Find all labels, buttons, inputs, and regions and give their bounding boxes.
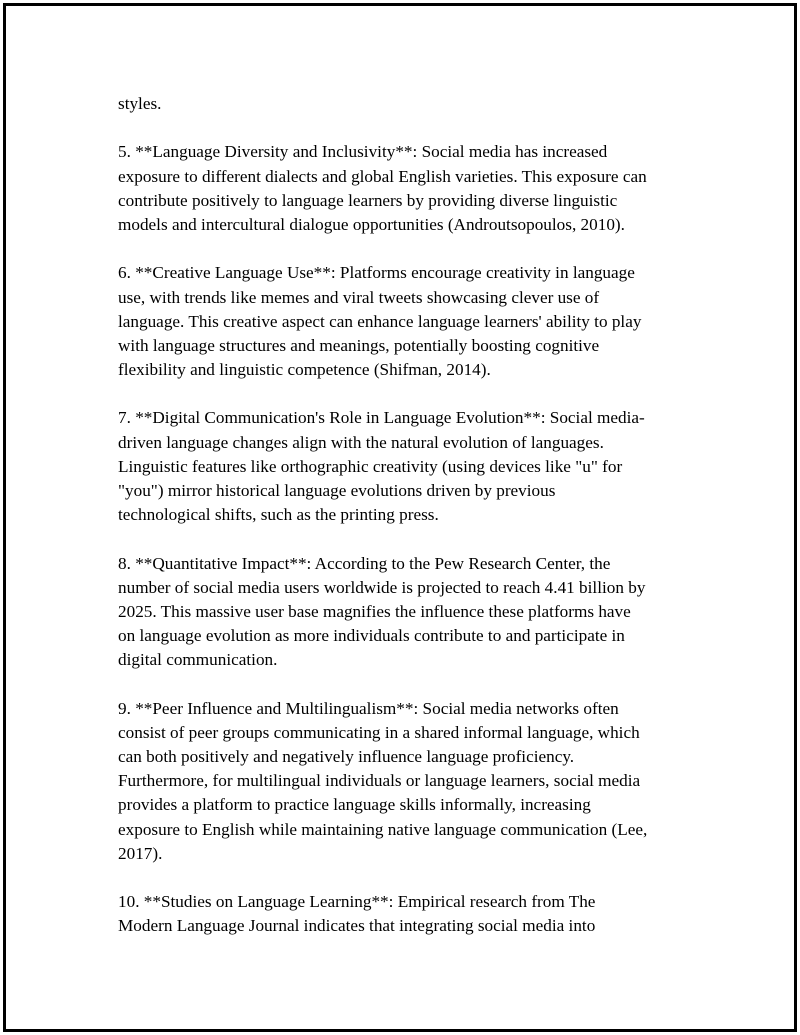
text-line: "you") mirror historical language evolutions driven by previous: [118, 481, 556, 500]
text-line: 10. **Studies on Language Learning**: Empirical research from The: [118, 892, 596, 912]
paragraph-item-9: [118, 697, 698, 866]
text-line: 2017).: [118, 843, 163, 863]
text-line: Furthermore, for multilingual individuals or language learners, social media: [118, 771, 641, 791]
text-line: styles.: [118, 94, 162, 113]
text-line: driven language changes align with the natural evolution of languages.: [118, 432, 604, 452]
paragraph-item-5: [118, 140, 698, 237]
paragraph-continuation: [118, 92, 698, 116]
text-line: models and intercultural dialogue opportunities (Androutsopoulos, 2010).: [118, 214, 625, 234]
text-line: digital communication.: [118, 650, 278, 670]
text-line: 6. **Creative Language Use**: Platforms encourage creativity in language: [118, 263, 635, 283]
text-line: exposure to English while maintaining native language communication (Lee,: [118, 819, 648, 839]
text-line: Linguistic features like orthographic creativity (using devices like "u" for: [118, 456, 623, 476]
text-line: 5. **Language Diversity and Inclusivity**: Social media has increased: [118, 142, 608, 162]
text-line: on language evolution as more individuals contribute to and participate in: [118, 626, 625, 646]
text-line: with language structures and meanings, potentially boosting cognitive: [118, 335, 600, 355]
text-line: language. This creative aspect can enhance language learners' ability to play: [118, 311, 642, 331]
text-line: exposure to different dialects and global English varieties. This exposure can: [118, 166, 647, 186]
text-line: can both positively and negatively influence language proficiency.: [118, 747, 575, 767]
paragraph-item-7: [118, 406, 698, 527]
text-line: 7. **Digital Communication's Role in Language Evolution**: Social media-: [118, 408, 645, 428]
text-line: provides a platform to practice language skills informally, increasing: [118, 795, 591, 815]
paragraph-item-10: [118, 890, 698, 938]
text-line: Modern Language Journal indicates that integrating social media into: [118, 916, 596, 936]
text-line: contribute positively to language learners by providing diverse linguistic: [118, 190, 618, 210]
paragraph-item-6: [118, 261, 698, 382]
text-line: flexibility and linguistic competence (Shifman, 2014).: [118, 360, 491, 380]
text-line: number of social media users worldwide is projected to reach 4.41 billion by: [118, 577, 646, 597]
text-line: use, with trends like memes and viral tweets showcasing clever use of: [118, 287, 600, 307]
text-line: 9. **Peer Influence and Multilingualism**: Social media networks often: [118, 698, 619, 718]
text-line: 8. **Quantitative Impact**: According to the Pew Research Center, the: [118, 553, 611, 573]
text-line: consist of peer groups communicating in a shared informal language, which: [118, 722, 640, 742]
text-line: technological shifts, such as the printing press.: [118, 505, 439, 525]
paragraph-item-8: [118, 552, 698, 673]
document-body: [118, 92, 698, 963]
text-line: 2025. This massive user base magnifies the influence these platforms have: [118, 601, 631, 621]
